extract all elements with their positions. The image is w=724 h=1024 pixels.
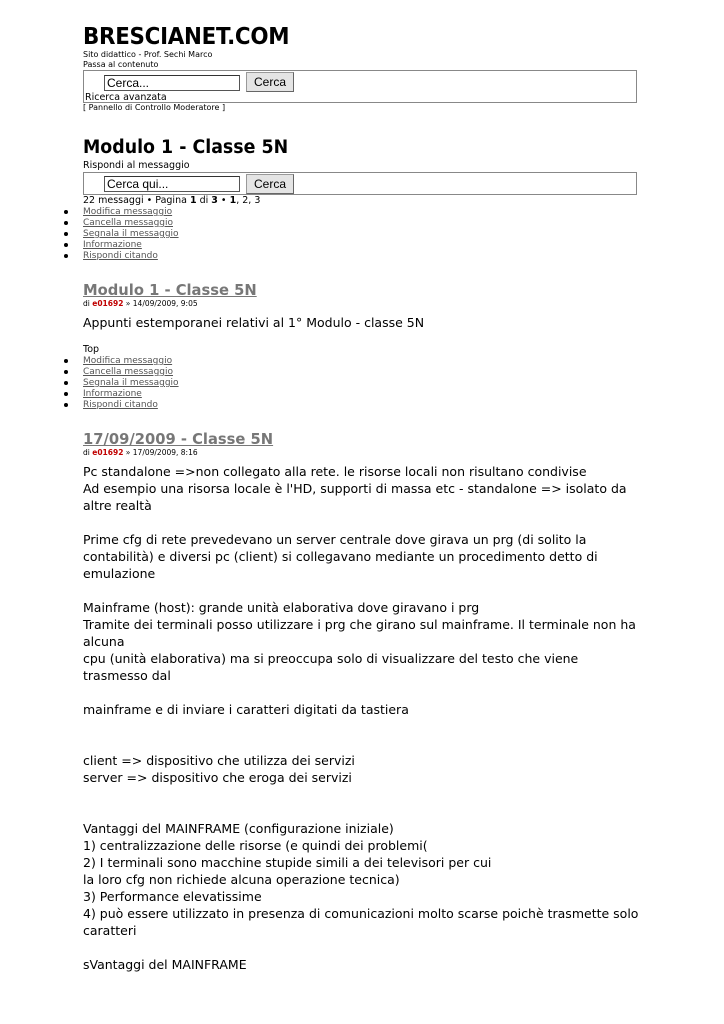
post-date: » 17/09/2009, 8:16	[123, 448, 198, 457]
topic-search-input[interactable]	[104, 176, 240, 192]
page-2-link[interactable]: 2	[242, 195, 249, 206]
post-author[interactable]: e01692	[92, 299, 124, 308]
byline-prefix: di	[83, 299, 93, 308]
list-item	[83, 389, 639, 400]
blank-line	[83, 514, 639, 531]
edit-post-link[interactable]: Modifica messaggio	[83, 207, 173, 217]
blank-line	[83, 786, 639, 803]
list-item	[83, 356, 639, 367]
post-line: mainframe e di inviare i caratteri digitati da tastiera	[83, 702, 409, 717]
quote-reply-link[interactable]: Rispondi citando	[83, 400, 158, 410]
skip-to-content-link[interactable]: Passa al contenuto	[83, 60, 159, 69]
list-item	[83, 229, 639, 240]
pagination	[83, 195, 639, 207]
post-line: 2) I terminali sono macchine stupide simili a dei televisori per cui	[83, 855, 492, 870]
post-date: » 14/09/2009, 9:05	[123, 299, 198, 308]
post-line: 3) Performance elevatissime	[83, 889, 262, 904]
list-item	[83, 378, 639, 389]
pagination-comma: ,	[248, 195, 255, 206]
post-line: Tramite dei terminali posso utilizzare i prg che girano sul mainframe. Il terminale non ha alcuna	[83, 617, 636, 649]
info-post-link[interactable]: Informazione	[83, 389, 142, 399]
list-item	[83, 240, 639, 251]
blank-line	[83, 803, 639, 820]
post-byline	[83, 299, 639, 308]
post-line: server => dispositivo che eroga dei servizi	[83, 770, 352, 785]
post-title[interactable]: 17/09/2009 - Classe 5N	[83, 430, 274, 448]
reply-link[interactable]: Rispondi al messaggio	[83, 160, 190, 171]
blank-line	[83, 718, 639, 735]
post-body	[83, 314, 639, 331]
edit-post-link[interactable]: Modifica messaggio	[83, 356, 173, 366]
top-search-input[interactable]	[104, 75, 240, 91]
site-title[interactable]: BRESCIANET.COM	[83, 24, 290, 50]
pagination-current: 1	[189, 195, 197, 206]
topic-search-button[interactable]: Cerca	[246, 174, 294, 194]
post-byline	[83, 448, 639, 457]
post-line: 4) può essere utilizzato in presenza di comunicazioni molto scarse poichè trasmette solo caratteri	[83, 906, 639, 938]
post-actions-2	[83, 356, 639, 411]
list-item	[83, 251, 639, 262]
page-1-link[interactable]: 1	[229, 195, 237, 206]
post-line: Mainframe (host): grande unità elaborativa dove giravano i prg	[83, 600, 480, 615]
advanced-search-link[interactable]: Ricerca avanzata	[85, 92, 167, 103]
post-line: Vantaggi del MAINFRAME (configurazione iniziale)	[83, 821, 394, 836]
post-line: Prime cfg di rete prevedevano un server centrale dove girava un prg (di solito la contabilità) e diversi pc (client) si collegavano mediante un procedimento detto di emulazione	[83, 532, 598, 581]
post-line: 1) centralizzazione delle risorse (e quindi dei problemi(	[83, 838, 428, 853]
post-line: client => dispositivo che utilizza dei servizi	[83, 753, 355, 768]
delete-post-link[interactable]: Cancella messaggio	[83, 367, 173, 377]
moderator-panel-link[interactable]: [ Pannello di Controllo Moderatore ]	[83, 103, 226, 112]
pagination-of: di	[196, 195, 212, 206]
page	[83, 20, 639, 973]
blank-line	[83, 939, 639, 956]
report-post-link[interactable]: Segnala il messaggio	[83, 378, 179, 388]
list-item	[83, 218, 639, 229]
post-line: sVantaggi del MAINFRAME	[83, 957, 247, 972]
post-title[interactable]: Modulo 1 - Classe 5N	[83, 281, 257, 299]
blank-line	[83, 684, 639, 701]
pagination-comma: ,	[236, 195, 243, 206]
post-line: la loro cfg non richiede alcuna operazione tecnica)	[83, 872, 400, 887]
list-item	[83, 400, 639, 411]
list-item	[83, 207, 639, 218]
post-line: Appunti estemporanei relativi al 1° Modulo - classe 5N	[83, 315, 425, 330]
info-post-link[interactable]: Informazione	[83, 240, 142, 250]
topic-search-form	[83, 172, 637, 195]
blank-line	[83, 735, 639, 752]
list-item	[83, 367, 639, 378]
delete-post-link[interactable]: Cancella messaggio	[83, 218, 173, 228]
pagination-count: 22 messaggi • Pagina	[83, 195, 190, 206]
top-search-button[interactable]: Cerca	[246, 72, 294, 92]
pagination-total: 3	[211, 195, 218, 206]
page-3-link[interactable]: 3	[254, 195, 261, 206]
quote-reply-link[interactable]: Rispondi citando	[83, 251, 158, 261]
top-search-form	[83, 70, 637, 103]
top-link[interactable]: Top	[83, 344, 100, 355]
report-post-link[interactable]: Segnala il messaggio	[83, 229, 179, 239]
post-author[interactable]: e01692	[92, 448, 124, 457]
post-body	[83, 463, 639, 973]
byline-prefix: di	[83, 448, 93, 457]
site-subtitle: Sito didattico - Prof. Sechi Marco	[83, 50, 213, 59]
pagination-sep: •	[217, 195, 230, 206]
post-actions-1	[83, 207, 639, 262]
topic-title[interactable]: Modulo 1 - Classe 5N	[83, 137, 289, 158]
post-line: cpu (unità elaborativa) ma si preoccupa solo di visualizzare del testo che viene trasmesso dal	[83, 651, 579, 683]
post-line: Pc standalone =>non collegato alla rete. le risorse locali non risultano condivise	[83, 464, 587, 479]
post-line: Ad esempio una risorsa locale è l'HD, supporti di massa etc - standalone => isolato da altre realtà	[83, 481, 627, 513]
blank-line	[83, 582, 639, 599]
